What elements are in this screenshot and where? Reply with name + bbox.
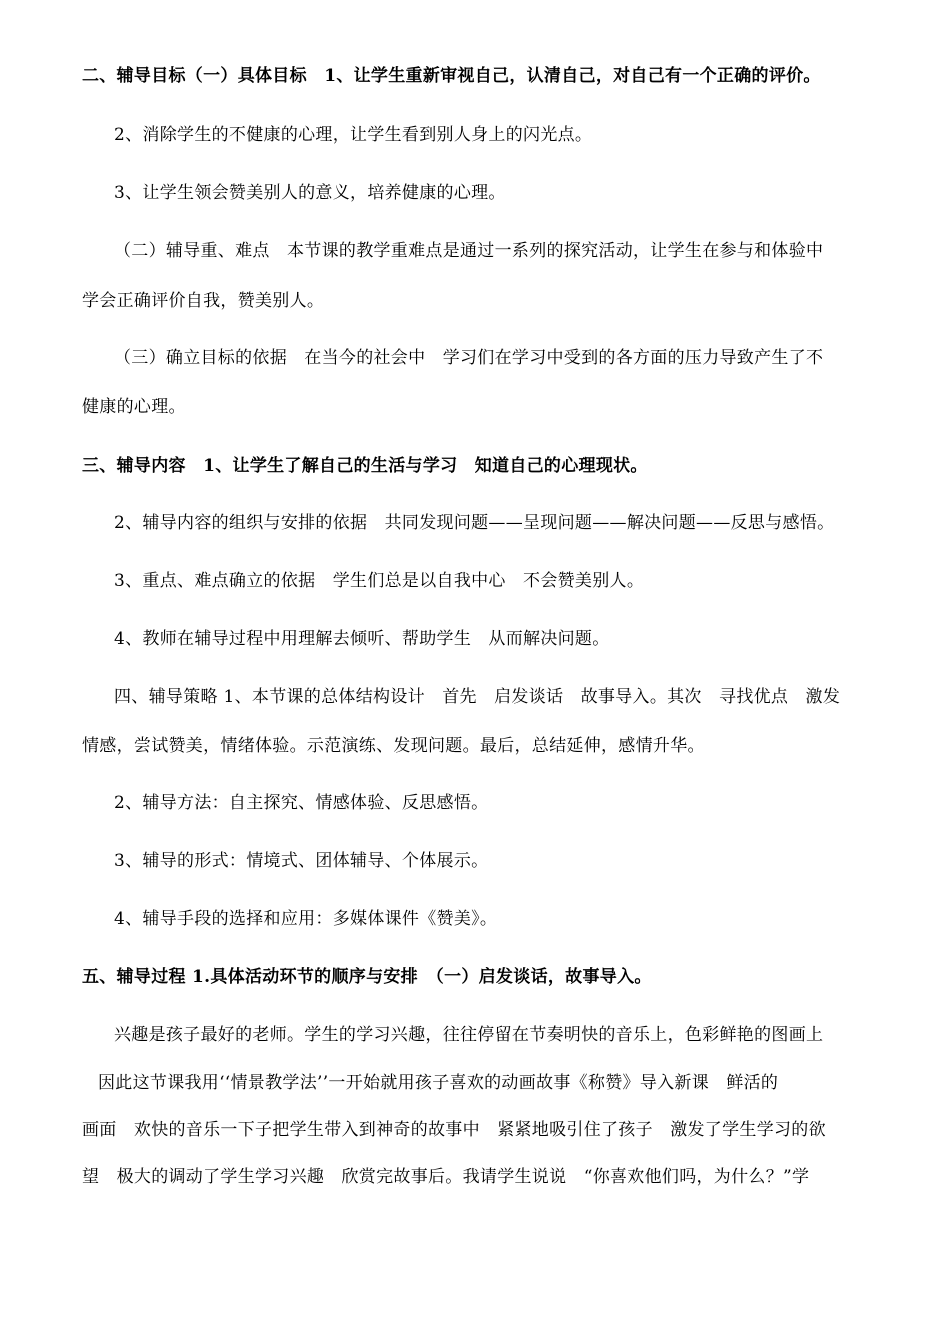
paragraph-line: 画面 欢快的音乐一下子把学生带入到神奇的故事中 紧紧地吸引住了孩子 激发了学生学习的欲 [82, 1120, 826, 1140]
paragraph-line: 健康的心理。 [82, 397, 186, 417]
heading-counseling-strategy: 四、辅导策略 1、本节课的总体结构设计 首先 启发谈话 故事导入。其次 寻找优点 激发 [114, 687, 841, 707]
paragraph-line: 4、辅导手段的选择和应用：多媒体课件《赞美》。 [114, 909, 498, 929]
heading-counseling-process: 五、辅导过程 1.具体活动环节的顺序与安排 （一）启发谈话，故事导入。 [82, 967, 652, 987]
paragraph-line: （三）确立目标的依据 在当今的社会中 学习们在学习中受到的各方面的压力导致产生了不 [114, 348, 824, 368]
paragraph-line: 3、辅导的形式：情境式、团体辅导、个体展示。 [114, 851, 489, 871]
paragraph-line: 4、教师在辅导过程中用理解去倾听、帮助学生 从而解决问题。 [114, 629, 610, 649]
paragraph-line: 兴趣是孩子最好的老师。学生的学习兴趣，往往停留在节奏明快的音乐上，色彩鲜艳的图画上 [114, 1025, 824, 1045]
paragraph-line: 2、辅导内容的组织与安排的依据 共同发现问题——呈现问题——解决问题——反思与感悟。 [114, 513, 835, 533]
heading-counseling-content: 三、辅导内容 1、让学生了解自己的生活与学习 知道自己的心理现状。 [82, 456, 648, 476]
paragraph-line: 因此这节课我用‘‘情景教学法’’一开始就用孩子喜欢的动画故事《称赞》导入新课 鲜活的 [98, 1073, 779, 1093]
paragraph-line: 情感，尝试赞美，情绪体验。示范演练、发现问题。最后，总结延伸，感情升华。 [82, 736, 705, 756]
paragraph-line: 3、重点、难点确立的依据 学生们总是以自我中心 不会赞美别人。 [114, 571, 645, 591]
paragraph-line: 2、辅导方法：自主探究、情感体验、反思感悟。 [114, 793, 489, 813]
heading-counseling-goals: 二、辅导目标（一）具体目标 1、让学生重新审视自己，认清自己，对自己有一个正确的评价。 [82, 66, 821, 86]
paragraph-line: 望 极大的调动了学生学习兴趣 欣赏完故事后。我请学生说说 “你喜欢他们吗，为什么？”学 [82, 1167, 810, 1187]
paragraph-line: 3、让学生领会赞美别人的意义，培养健康的心理。 [114, 183, 506, 203]
paragraph-line: 2、消除学生的不健康的心理，让学生看到别人身上的闪光点。 [114, 125, 593, 145]
paragraph-line: 学会正确评价自我，赞美别人。 [82, 291, 325, 311]
paragraph-line: （二）辅导重、难点 本节课的教学重难点是通过一系列的探究活动，让学生在参与和体验中 [114, 241, 824, 261]
